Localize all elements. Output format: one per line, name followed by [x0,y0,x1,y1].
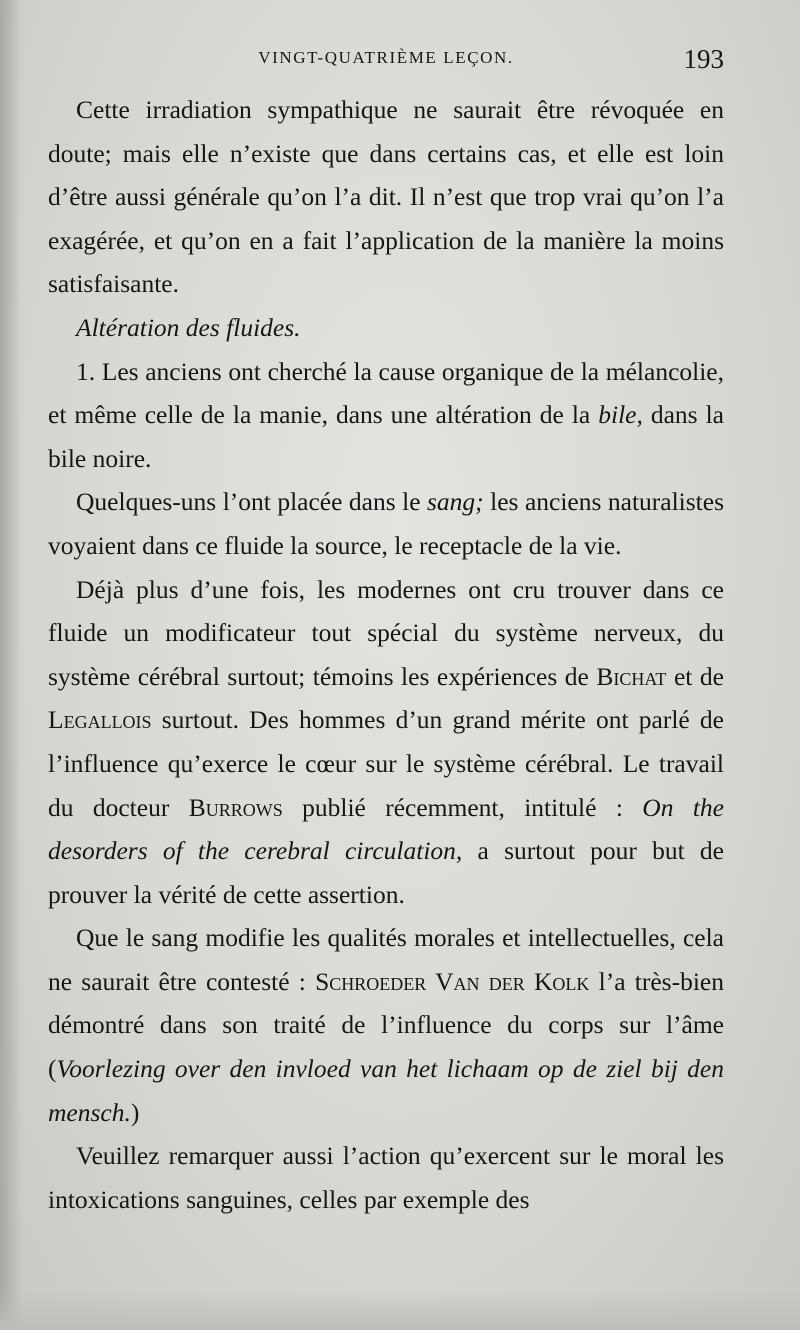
term-bile: bile, [598,400,643,430]
paragraph-2-text-a: 1. Les anciens ont cherché la cause organique de la mélancolie, et même celle de la manie, dans une altération de la [48,356,724,430]
page-bottom-shadow [0,1290,800,1330]
paragraph-4-text-g: publié récemment, intitulé : [282,792,643,822]
page-number: 193 [683,44,724,74]
paragraph-4-text-e: surtout. Des hommes d’un grand mérite ont parlé de l’influence qu’exerce le cœur sur le système cérébral. Le travail du docteur [48,705,724,822]
work-title-voorlezing: Voorlezing over den invloed van het lichaam op de ziel bij den mensch. [48,1054,724,1127]
author-schroeder-van-der-kolk: Schroeder Van der Kolk [315,966,590,996]
paragraph-4-text-i: a surtout pour but de prouver la vérité de cette assertion. [48,836,724,909]
paragraph-4-text-a: Déjà plus d’une fois, les modernes ont cru trouver dans ce fluide un modificateur tout spécial du système nerveux, du système cérébral surtout; témoins les expériences de [48,574,724,691]
body-text [48,88,724,1221]
paragraph-3-text-a: Quelques-uns l’ont placée dans le [76,487,427,517]
paragraph-3 [48,480,724,567]
author-burrows: Burrows [188,792,283,822]
paragraph-4 [48,568,724,917]
author-bichat: Bichat [596,661,667,691]
paragraph-6: Veuillez remarquer aussi l’action qu’exercent sur le moral les intoxications sanguines, celles par exemple des [48,1141,724,1214]
paragraph-5-text-c: l’a très-bien démontré dans son traité de l’influence du corps sur l’âme ( [48,966,724,1084]
paragraph-4-text-c: et de [666,661,724,691]
page-header [48,44,724,78]
paragraph-3-text-c: les anciens naturalistes voyaient dans ce fluide la source, le receptacle de la vie. [48,487,725,560]
term-sang: sang; [427,487,484,517]
work-title-burrows: On the desorders of the cerebral circulation, [48,792,724,866]
running-title: VINGT-QUATRIÈME LEÇON. [258,48,514,67]
paragraph-2-text-c: dans la bile noire. [48,400,724,473]
paragraph-2 [48,350,724,481]
section-heading: Altération des fluides. [76,312,301,342]
page-edge-shadow [0,0,22,1330]
paragraph-5-text-a: Que le sang modifie les qualités morales et intellectuelles, cela ne saurait être contesté : [48,923,724,996]
paragraph-5 [48,916,724,1134]
paragraph-5-text-e: ) [130,1097,140,1127]
author-legallois: Legallois [48,705,152,735]
paragraph-1: Cette irradiation sympathique ne saurait être révoquée en doute; mais elle n’existe que dans certains cas, et elle est loin d’être aussi générale qu’on l’a dit. Il n’est que trop vrai qu’on l’a exagérée, et qu’on en a fait l’application de la manière la moins satisfaisante. [48,95,724,299]
